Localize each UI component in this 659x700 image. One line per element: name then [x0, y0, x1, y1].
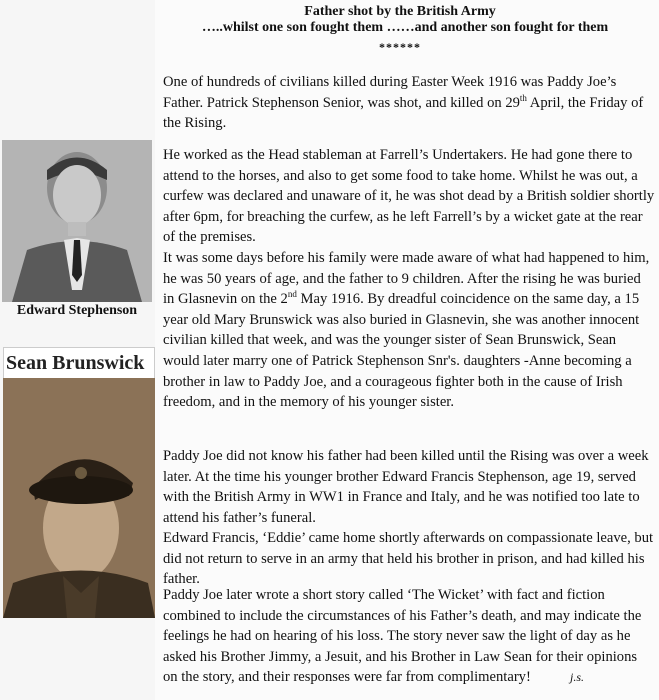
page-subtitle: …..whilst one son fought them ……and another son fought for them [201, 20, 609, 35]
signature: j.s. [570, 670, 585, 684]
paragraph-5: Edward Francis, ‘Eddie’ came home shortly afterwards on compassionate leave, but did not return to serve in an army that held his brother in prison, and had killed his father. [163, 530, 654, 588]
paragraph-3: It was some days before his family were made aware of what had happened to him, he was 50 years of age, and the father to 9 children. After the rising he was buried in Glasnevin on the 2nd May 1916. By dreadful coincidence on the same day, a 15 year old Mary Brunswick was also buried in Glasnevin, she was another innocent civilian killed that week, and was the younger sister of Sean Brunswick, Sean would later marry one of Patrick Stephenson Snr's. daughters -Anne becoming a brother in law to Paddy Joe, and a courageous fighter both in the cause of Irish freedom, and in the memory of his younger sister. [163, 250, 650, 411]
edward-stephenson-photo [2, 140, 152, 302]
paragraph-4: Paddy Joe did not know his father had been killed until the Rising was over a week later. At the time his younger brother Edward Francis Stephenson, age 19, served with the British Army in WW1 in France and Italy, and he was notified too late to attend his father’s funeral. [163, 448, 649, 526]
paragraph-1: One of hundreds of civilians killed during Easter Week 1916 was Paddy Joe’s Father. Patrick Stephenson Senior, was shot, and killed on 29th April, the Friday of the Rising. [163, 74, 644, 132]
sean-brunswick-caption: Sean Brunswick [6, 352, 145, 374]
portrait-soldier-cap [3, 378, 155, 618]
page-title: Father shot by the British Army [304, 4, 496, 19]
paragraph-6: Paddy Joe later wrote a short story called ‘The Wicket’ with fact and fiction combined to include the circumstances of his Father’s death, and may indicate the feelings he had on hearing of his loss. The story never saw the light of day as he asked his Brother Jimmy, a Jesuit, and his Brother in Law Sean for their opinions on the story, and their responses were far from complimentary! [163, 587, 642, 686]
paragraph-2: He worked as the Head stableman at Farrell’s Undertakers. He had gone there to attend to the horses, and also to get some food to take home. Whilst he was out, a curfew was declared and unaware of it, he was shot dead by a British soldier shortly after 6pm, for breaching the curfew, as he left Farrell’s by a wicket gate at the rear of the premises. [163, 147, 655, 246]
portrait-man-suit [2, 140, 152, 302]
separator: ****** [379, 40, 421, 54]
sean-brunswick-photo [3, 378, 155, 618]
edward-stephenson-caption: Edward Stephenson [16, 303, 138, 318]
